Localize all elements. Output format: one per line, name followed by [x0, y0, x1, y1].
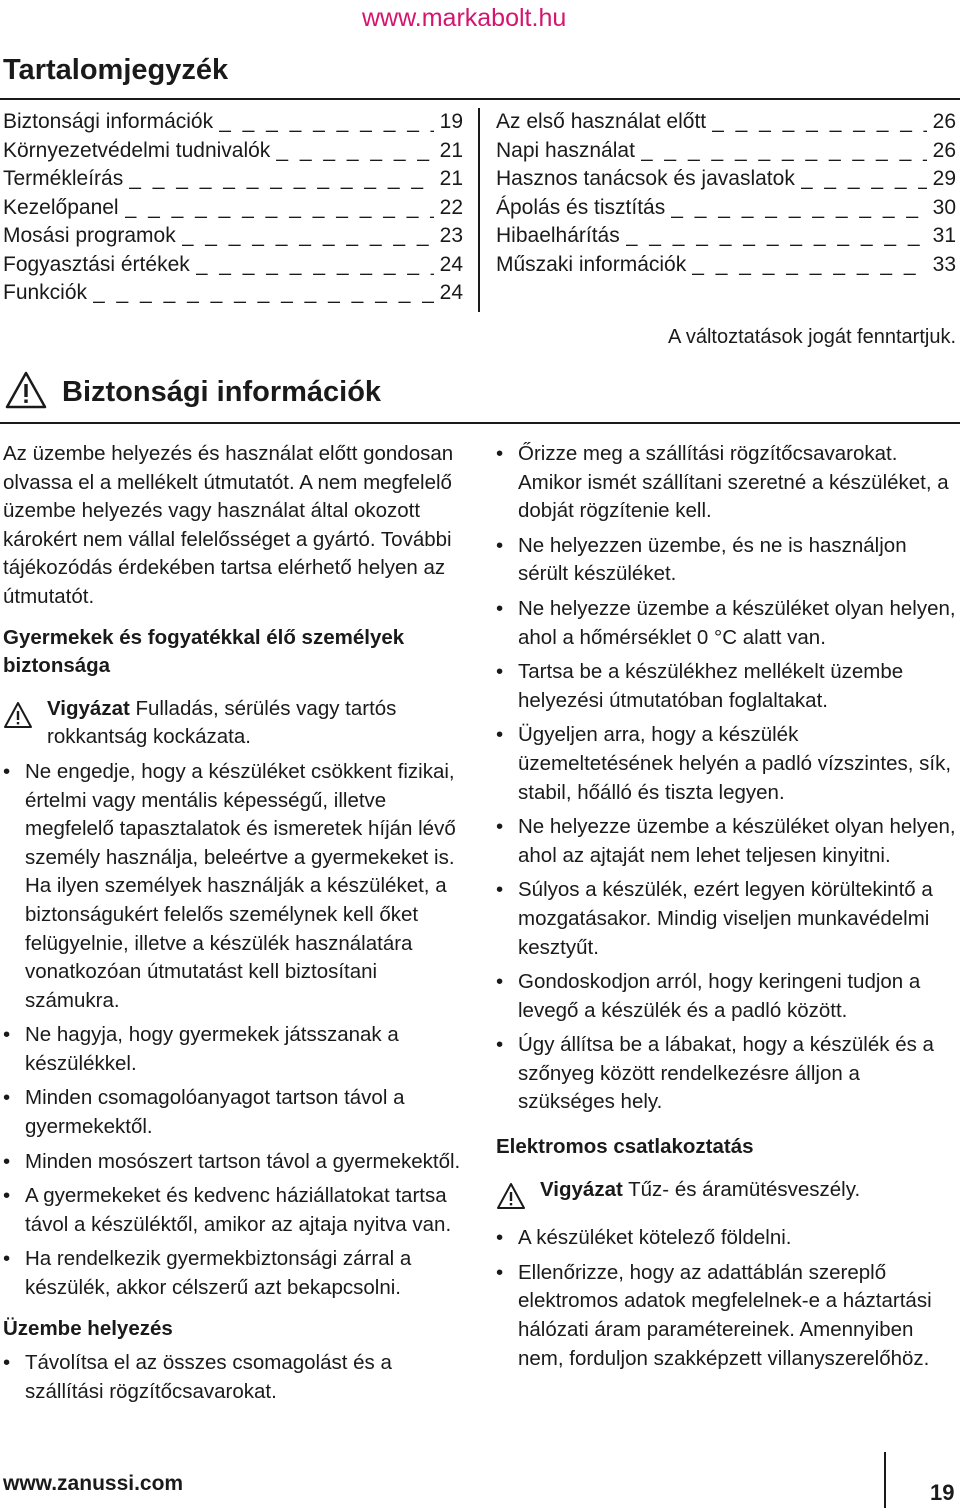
list-item: • A gyermekeket és kedvenc háziállatokat tartsa távol a készüléktől, amikor az ajtaja nyitva van. [3, 1182, 463, 1239]
toc-entry-label: Az első használat előtt [496, 110, 707, 133]
toc-entry[interactable] [496, 253, 956, 282]
toc-leader [182, 224, 434, 248]
toc-entry-page: 19 [439, 110, 463, 133]
list-item: • Ne helyezzen üzembe, és ne is használjon sérült készüléket. [496, 532, 956, 589]
toc-entry[interactable] [3, 196, 463, 225]
toc-title: Tartalomjegyzék [3, 54, 229, 86]
warning-triangle-icon [4, 370, 48, 415]
warning-text: Tűz- és áramütésveszély. [622, 1177, 861, 1201]
toc-entry[interactable] [3, 139, 463, 168]
toc-leader [671, 196, 926, 220]
toc-entry-label: Napi használat [496, 138, 635, 162]
toc-column-separator [478, 108, 480, 312]
page-number: 19 [930, 1480, 955, 1505]
toc-entry-page: 24 [439, 281, 463, 304]
toc-entry-page: 29 [932, 167, 956, 190]
intro-paragraph: Az üzembe helyezés és használat előtt gondosan olvassa el a mellékelt útmutatót. A nem megfelelő üzembe helyezés vagy használat által okozott károkért nem vállal felelősséget a gyártó. További tájékozódás érdekében tartsa elérhető helyen az útmutatót. [3, 442, 454, 608]
toc-divider [0, 98, 960, 100]
toc-entry-label: Mosási programok [3, 224, 176, 247]
toc-entry[interactable] [496, 196, 956, 225]
toc-entry-page: 21 [439, 167, 463, 190]
toc-entry-page: 26 [932, 110, 956, 133]
toc-leader [712, 110, 927, 134]
toc-entry[interactable] [496, 167, 956, 196]
list-item: • Úgy állítsa be a lábakat, hogy a készülék és a szőnyeg között rendelkezésre álljon a szükséges hely. [496, 1031, 956, 1117]
toc-entry-label: Funkciók [3, 281, 88, 304]
list-item: • Ne engedje, hogy a készüléket csökkent fizikai, értelmi vagy mentális képességű, illetve megfelelő tapasztalatok és ismeretek híján lévő személy használja, beleértve a gyermekeket is. Ha ilyen személyek használják a készüléket, a biztonságukért felelős személynek kell őket felügyelnie, illetve a készülék használatára vonatkozóan útmutatást kell biztosítani számukra. [3, 758, 463, 1015]
toc-leader [93, 281, 434, 305]
installation-bullet-list [3, 1349, 463, 1406]
toc-leader [626, 224, 927, 248]
toc-entry-label: Kezelőpanel [3, 195, 119, 219]
electrical-warning [496, 1176, 956, 1219]
warning-text: Fulladás, sérülés vagy tartós rokkantság kockázata. [47, 696, 397, 749]
toc-entry[interactable] [3, 224, 463, 253]
toc-entry-label: Fogyasztási értékek [3, 252, 190, 276]
toc-entry-label: Hasznos tanácsok és javaslatok [496, 167, 795, 190]
list-item: • Ügyeljen arra, hogy a készülék üzemeltetésének helyén a padló vízszintes, sík, stabil, hőálló és tiszta legyen. [496, 721, 956, 807]
warning-triangle-icon [3, 695, 47, 752]
installation-heading: Üzembe helyezés [3, 1316, 173, 1340]
footer-divider [884, 1452, 886, 1508]
toc-entry-page: 23 [439, 224, 463, 247]
electrical-bullet-list [496, 1224, 956, 1373]
toc-entry[interactable] [3, 253, 463, 282]
toc-entry-label: Környezetvédelmi tudnivalók [3, 138, 271, 162]
toc-entry-label: Hibaelhárítás [496, 224, 620, 247]
toc-entry[interactable] [496, 110, 956, 139]
list-item: • Ne helyezze üzembe a készüléket olyan helyen, ahol a hőmérséklet 0 °C alatt van. [496, 595, 956, 652]
toc-left-column [3, 110, 463, 310]
toc-entry-page: 31 [932, 224, 956, 247]
list-item: • A készüléket kötelező földelni. [496, 1224, 956, 1253]
list-item: • Súlyos a készülék, ezért legyen körültekintő a mozgatásakor. Mindig viseljen munkavédelmi kesztyűt. [496, 876, 956, 962]
warning-triangle-icon [496, 1176, 540, 1219]
list-item: • Gondoskodjon arról, hogy keringeni tudjon a levegő a készülék és a padló között. [496, 968, 956, 1025]
toc-leader [641, 139, 927, 163]
electrical-heading: Elektromos csatlakoztatás [496, 1135, 754, 1159]
toc-entry-label: Ápolás és tisztítás [496, 195, 666, 219]
list-item: • Ne hagyja, hogy gyermekek játsszanak a készülékkel. [3, 1021, 463, 1078]
toc-entry[interactable] [3, 167, 463, 196]
toc-entry-label: Termékleírás [3, 167, 124, 190]
list-item: • Őrizze meg a szállítási rögzítőcsavarokat. Amikor ismét szállítani szeretné a készüléket, a dobját rögzítenie kell. [496, 440, 956, 526]
list-item: • Minden mosószert tartson távol a gyermekektől. [3, 1148, 463, 1177]
toc-leader [692, 253, 926, 277]
toc-entry-page: 33 [932, 252, 956, 276]
toc-entry[interactable] [496, 139, 956, 168]
footer-url[interactable]: www.zanussi.com [3, 1472, 184, 1495]
toc-entry-label: Műszaki információk [496, 252, 687, 276]
list-item: • Távolítsa el az összes csomagolást és a szállítási rögzítőcsavarokat. [3, 1349, 463, 1406]
right-text-column [496, 440, 956, 1373]
toc-entry-page: 21 [439, 138, 463, 162]
list-item: • Ellenőrizze, hogy az adattáblán szereplő elektromos adatok megfelelnek-e a háztartási hálózati áram paramétereinek. Amennyiben nem, forduljon szakképzett villanyszerelőhöz. [496, 1259, 956, 1373]
installation-bullet-list-continued [496, 440, 956, 1117]
children-safety-heading: Gyermekek és fogyatékkal élő személyek biztonsága [3, 625, 405, 678]
warning-label: Vigyázat [47, 696, 130, 720]
toc-right-column [496, 110, 956, 281]
rights-reserved-note: A változtatások jogát fenntartjuk. [668, 326, 956, 348]
toc-leader [219, 110, 434, 134]
toc-entry-page: 24 [439, 252, 463, 276]
site-url[interactable]: www.markabolt.hu [362, 4, 567, 32]
list-item: • Ha rendelkezik gyermekbiztonsági zárral a készülék, akkor célszerű azt bekapcsolni. [3, 1245, 463, 1302]
toc-entry[interactable] [3, 110, 463, 139]
list-item: • Ne helyezze üzembe a készüléket olyan helyen, ahol az ajtaját nem lehet teljesen kinyitni. [496, 813, 956, 870]
toc-entry-label: Biztonsági információk [3, 110, 214, 133]
toc-leader [196, 253, 434, 277]
list-item: • Tartsa be a készülékhez mellékelt üzembe helyezési útmutatóban foglaltakat. [496, 658, 956, 715]
toc-leader [801, 167, 927, 191]
toc-entry-page: 22 [439, 195, 463, 219]
toc-leader [129, 167, 433, 191]
warning-label: Vigyázat [540, 1177, 623, 1201]
toc-entry-page: 26 [932, 138, 956, 162]
toc-entry[interactable] [3, 281, 463, 310]
list-item: • Minden csomagolóanyagot tartson távol a gyermekektől. [3, 1084, 463, 1141]
section-title: Biztonsági információk [62, 376, 382, 408]
toc-entry-page: 30 [932, 195, 956, 219]
left-text-column [3, 440, 463, 1406]
toc-entry[interactable] [496, 224, 956, 253]
toc-leader [125, 196, 434, 220]
children-warning [3, 695, 463, 752]
children-bullet-list [3, 758, 463, 1303]
toc-leader [276, 139, 433, 163]
